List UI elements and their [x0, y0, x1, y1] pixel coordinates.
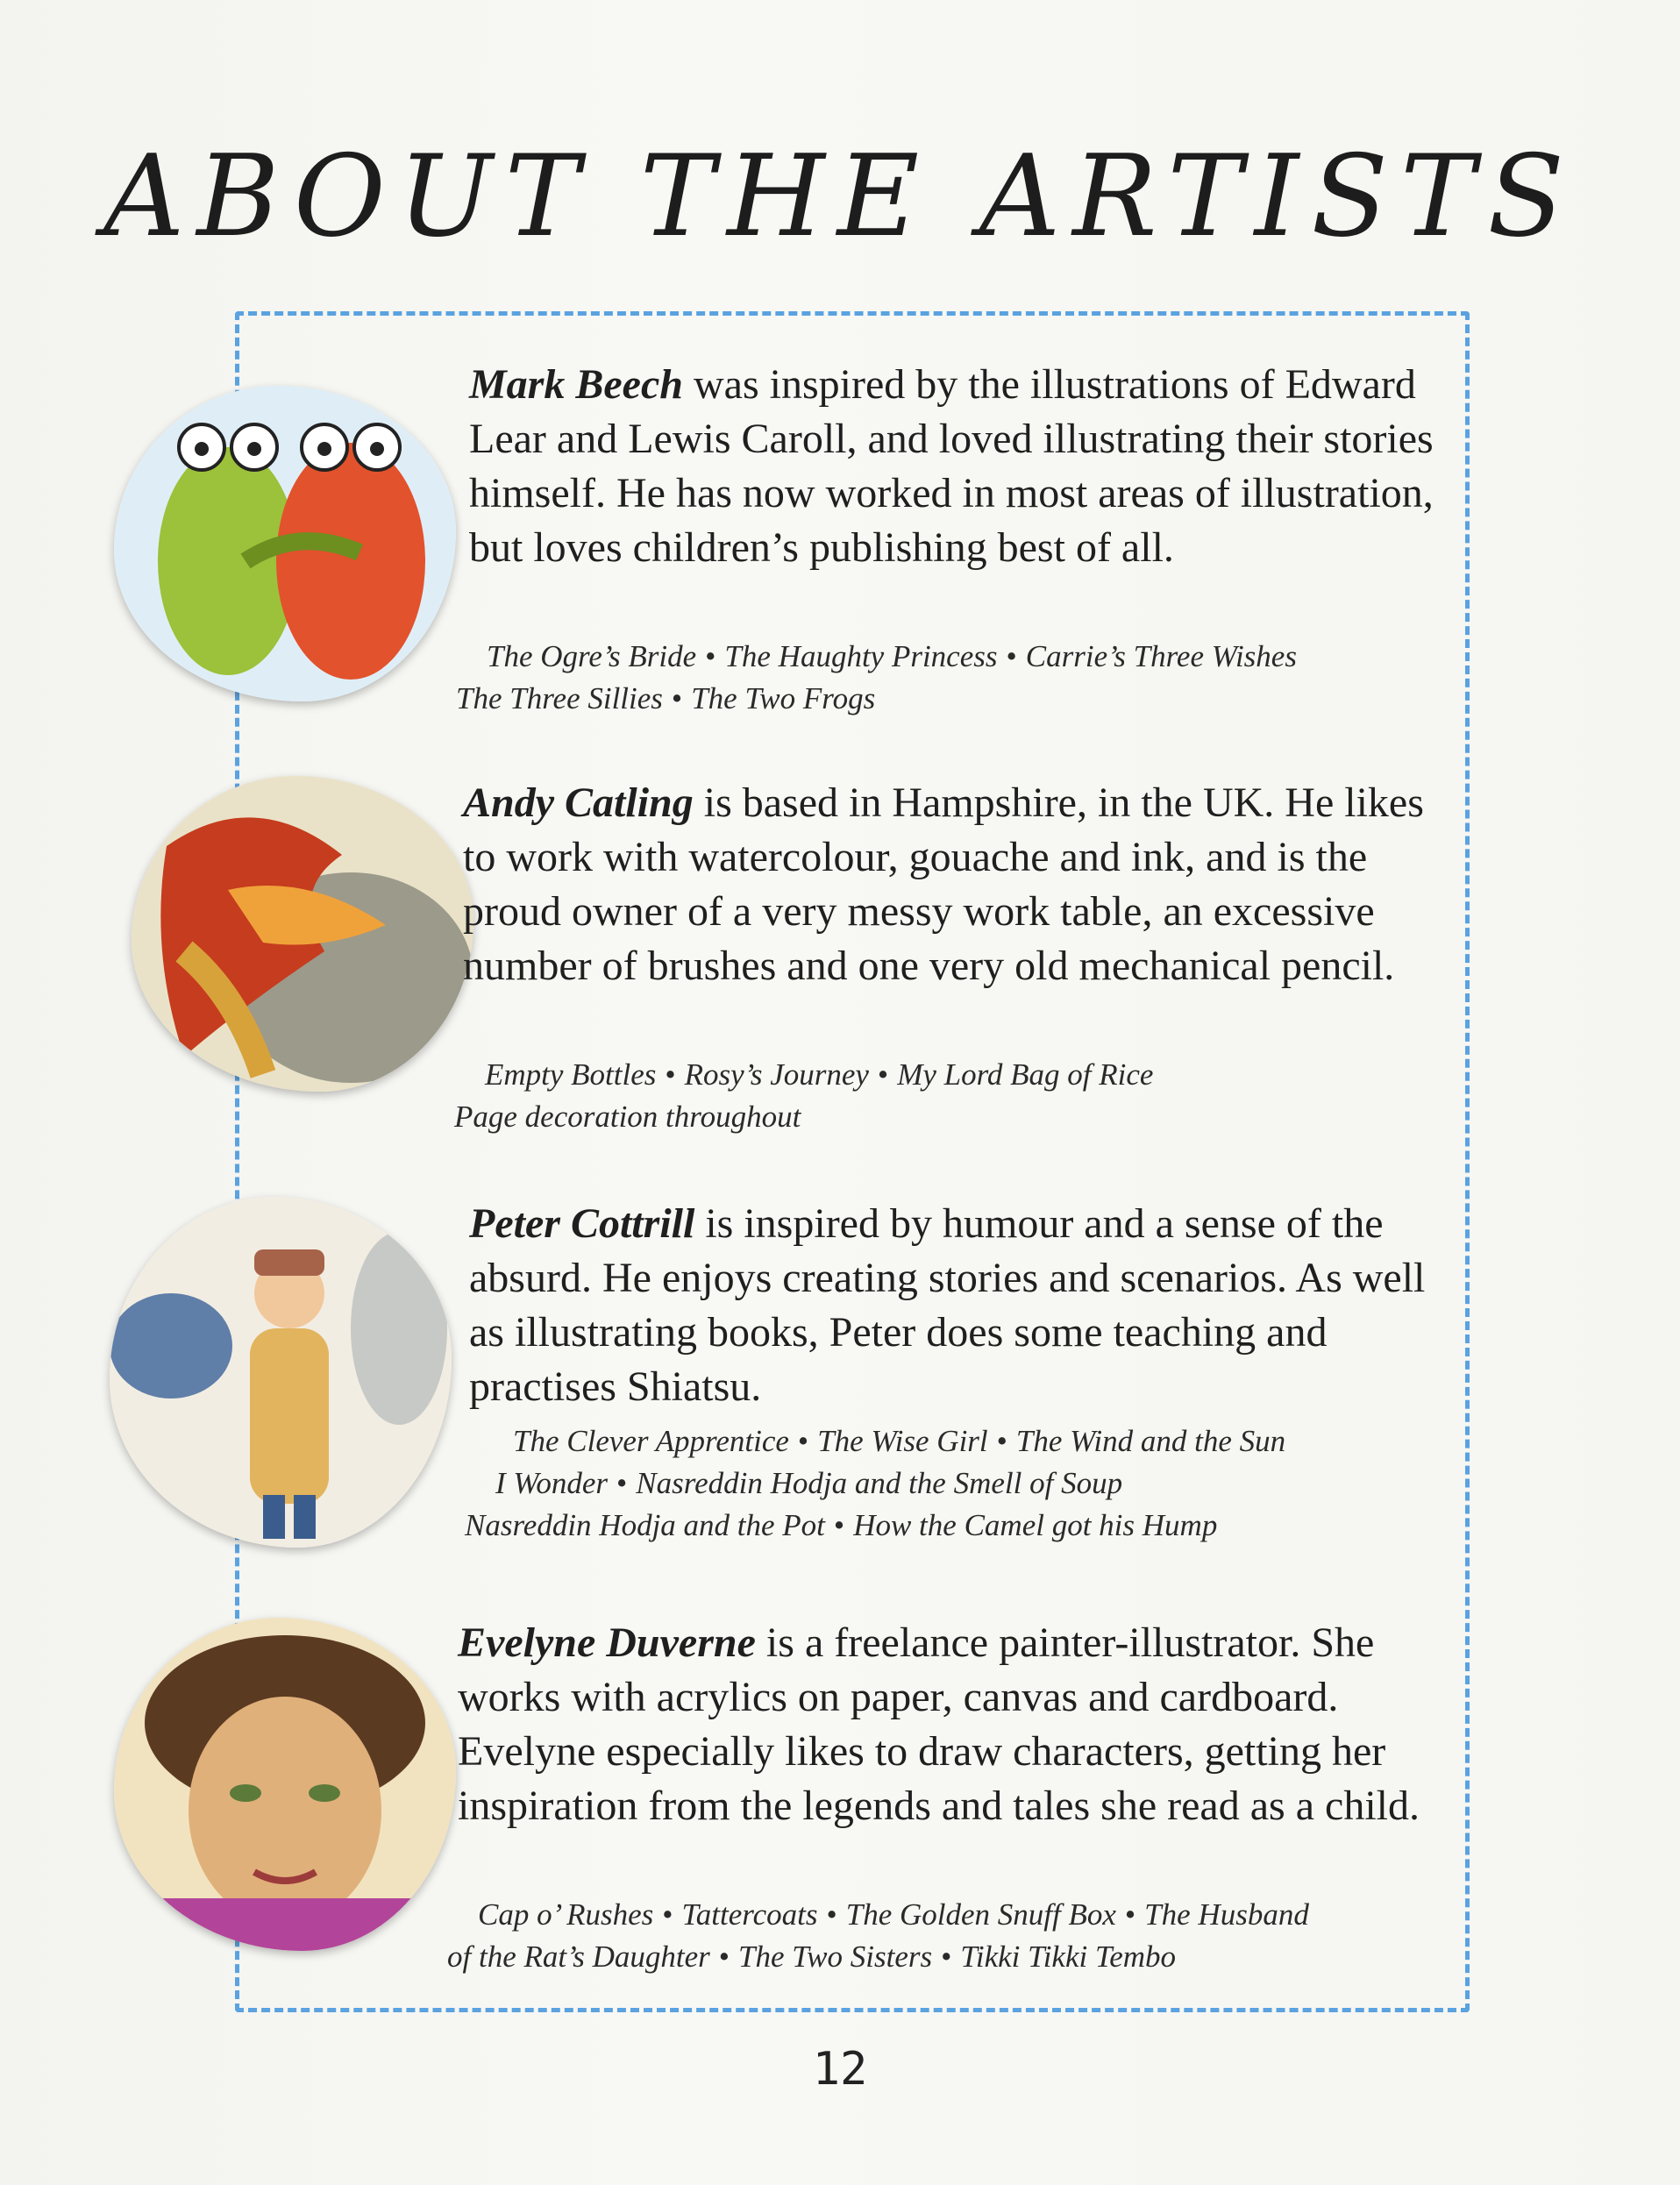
work-title: The Three Sillies — [456, 681, 663, 715]
page-number: 12 — [812, 2043, 868, 2096]
work-title: Tikki Tikki Tembo — [960, 1939, 1177, 1974]
frogs-illustration-icon — [114, 386, 456, 701]
work-title: The Wise Girl — [817, 1424, 988, 1458]
artist-bio — [463, 776, 1445, 993]
work-title: The Two Sisters — [738, 1939, 933, 1974]
artist-name: Andy Catling — [463, 779, 694, 826]
boy-ox-horse-illustration-icon — [110, 1197, 452, 1548]
work-title: The Ogre’s Bride — [487, 639, 697, 673]
artist-bio-text: was inspired by the illustrations of Edward Lear and Lewis Caroll, and loved illustrating their stories himself. He has now worked in most areas of illustration, but loves children’s publishing best of all. — [469, 361, 1434, 571]
artist-bio-text: is inspired by humour and a sense of the absurd. He enjoys creating stories and scenarios. As well as illustrating books, Peter does some teaching and practises Shiatsu. — [469, 1200, 1426, 1410]
work-title: Cap o’ Rushes — [478, 1897, 654, 1932]
work-title: The Husband — [1144, 1897, 1309, 1932]
work-title: of the Rat’s Daughter — [447, 1939, 710, 1974]
work-title: The Two Frogs — [691, 681, 876, 715]
artist-bio — [458, 1616, 1440, 1833]
artist-bio — [469, 1197, 1442, 1414]
work-title: Rosy’s Journey — [684, 1057, 869, 1092]
artist-works: The Ogre’s Bride • The Haughty Princess • Carrie’s Three Wishes The Three Sillies • The Two Frogs — [456, 639, 1297, 715]
artist-works: Cap o’ Rushes • Tattercoats • The Golden Snuff Box • The Husband of the Rat’s Daughter • The Two Sisters • Tikki Tikki Tembo — [447, 1897, 1309, 1974]
work-title: The Clever Apprentice — [513, 1424, 789, 1458]
work-title: How the Camel got his Hump — [853, 1508, 1218, 1542]
artist-bio-text: is a freelance painter-illustrator. She works with acrylics on paper, canvas and cardboard. Evelyne especially likes to draw characters, getting her inspiration from the legends and tales she read as a child. — [458, 1619, 1420, 1829]
work-title: I Wonder — [495, 1466, 609, 1500]
work-title: The Wind and the Sun — [1015, 1424, 1286, 1458]
work-title: The Golden Snuff Box — [845, 1897, 1116, 1932]
artist-bio — [469, 358, 1447, 575]
work-title: Nasreddin Hodja and the Pot — [465, 1508, 825, 1542]
page-title: ABOUT THE ARTISTS — [103, 132, 1577, 262]
work-title: Tattercoats — [681, 1897, 818, 1932]
artist-name: Mark Beech — [469, 361, 683, 408]
girl-portrait-illustration-icon — [114, 1618, 456, 1951]
artist-bio-text: is based in Hampshire, in the UK. He likes to work with watercolour, gouache and ink, and is the proud owner of a very messy work table, an excessive number of brushes and one very old mechanical pencil. — [463, 779, 1424, 989]
artist-works: Empty Bottles • Rosy’s Journey • My Lord Bag of Rice Page decoration throughout — [454, 1057, 1154, 1134]
work-title: Carrie’s Three Wishes — [1025, 639, 1297, 673]
work-title: The Haughty Princess — [724, 639, 998, 673]
work-title: Nasreddin Hodja and the Smell of Soup — [636, 1466, 1123, 1500]
dragon-illustration-icon — [132, 776, 473, 1092]
artist-name: Peter Cottrill — [469, 1200, 695, 1247]
work-title: Empty Bottles — [485, 1057, 657, 1092]
artist-name: Evelyne Duverne — [458, 1619, 756, 1666]
work-title: My Lord Bag of Rice — [897, 1057, 1154, 1092]
work-title: Page decoration throughout — [454, 1100, 801, 1134]
artist-works: The Clever Apprentice • The Wise Girl • The Wind and the Sun I Wonder • Nasreddin Hodja and the Smell of Soup Nasreddin Hodja and the Pot • How the Camel got his Hump — [465, 1424, 1286, 1542]
